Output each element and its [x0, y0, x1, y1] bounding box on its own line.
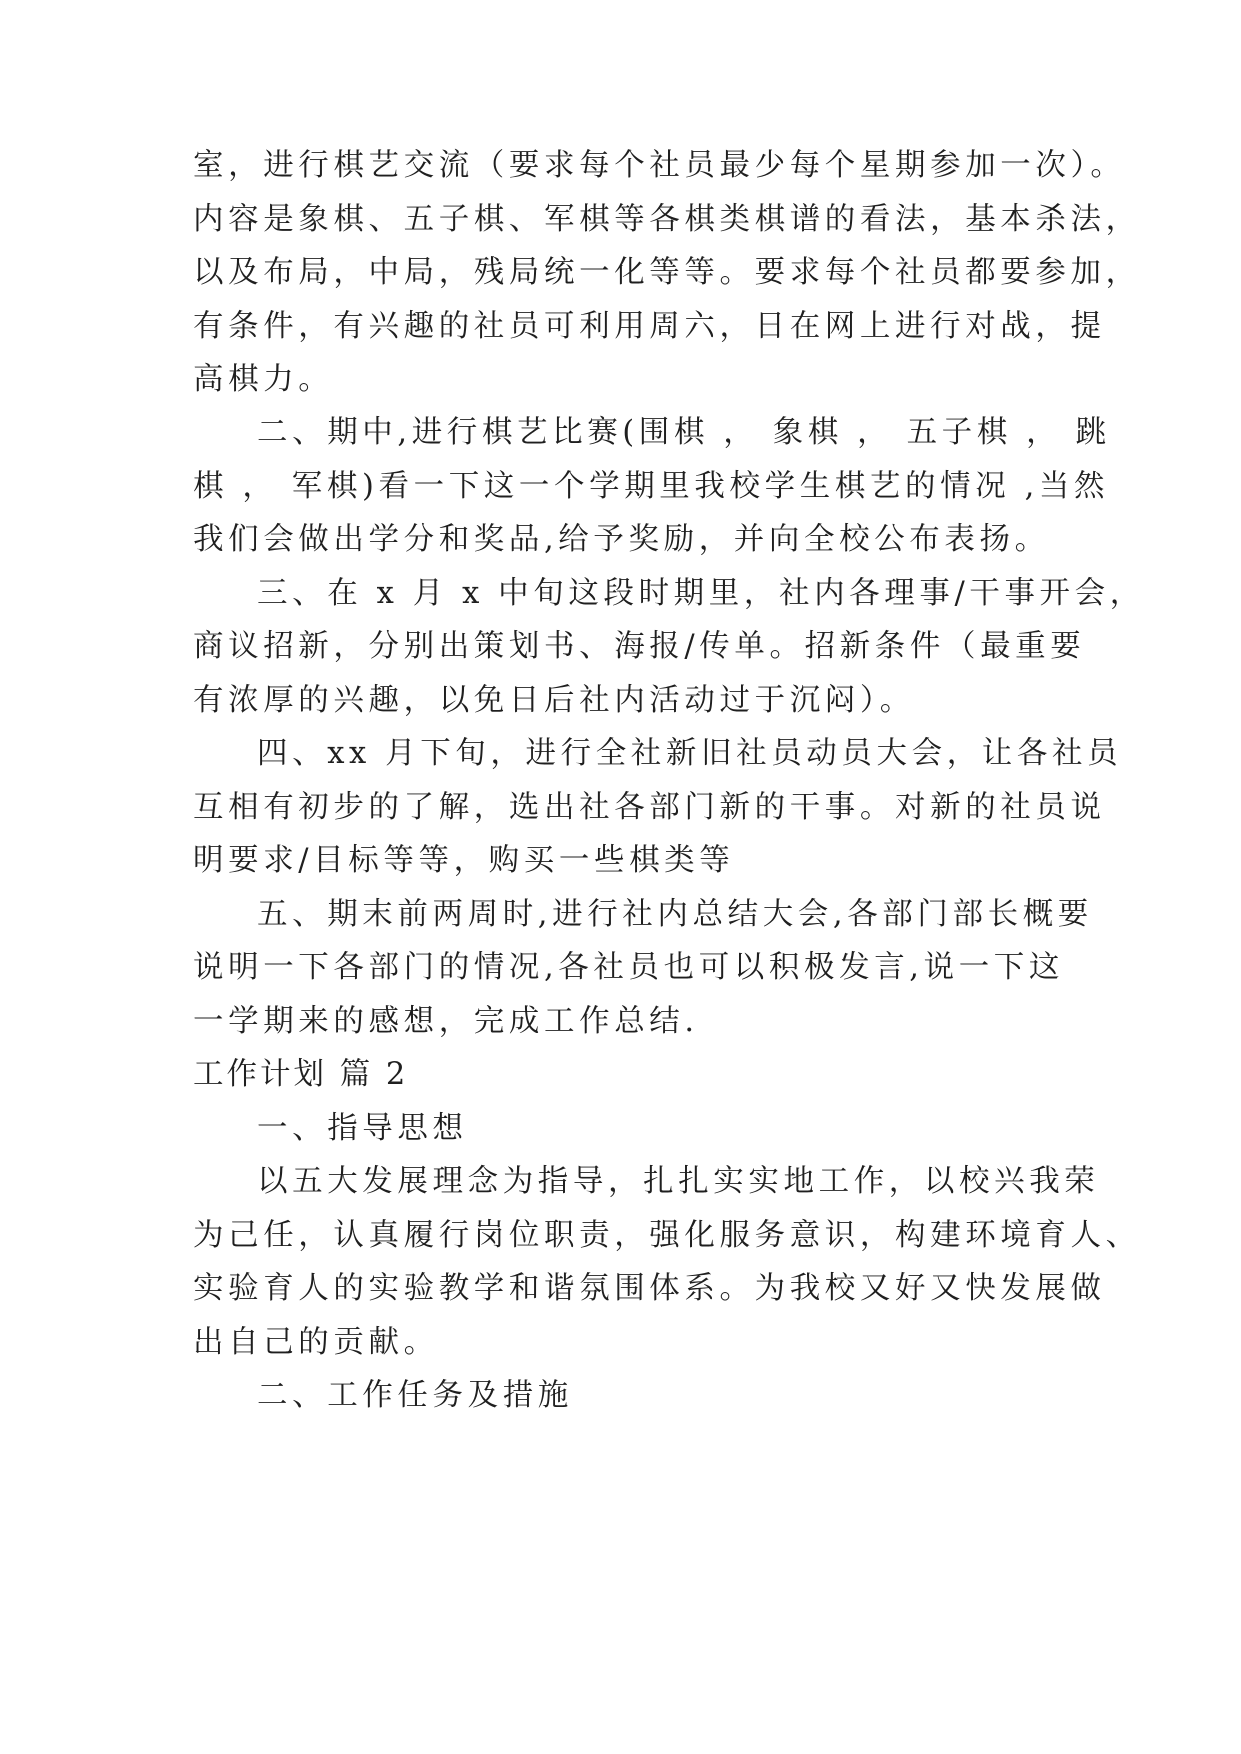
text-line: 出自己的贡献。	[193, 1325, 439, 1360]
text-line: 有条件，有兴趣的社员可利用周六，日在网上进行对战，提	[193, 309, 1106, 344]
text-line: 互相有初步的了解，选出社各部门新的干事。对新的社员说	[193, 790, 1106, 825]
text-line: 以及布局，中局，残局统一化等等。要求每个社员都要参加，	[193, 255, 1141, 290]
subsection-heading: 一、指导思想	[257, 1111, 468, 1146]
text-line: 一学期来的感想，完成工作总结.	[193, 1004, 699, 1039]
text-line: 说明一下各部门的情况,各社员也可以积极发言,说一下这	[193, 950, 1064, 985]
text-line: 明要求/目标等等，购买一些棋类等	[193, 843, 735, 878]
text-line: 高棋力。	[193, 362, 334, 397]
text-line: 室，进行棋艺交流（要求每个社员最少每个星期参加一次）。	[193, 148, 1126, 183]
text-line: 棋 ， 军棋)看一下这一个学期里我校学生棋艺的情况 ,当然	[193, 469, 1110, 504]
text-line: 有浓厚的兴趣，以免日后社内活动过于沉闷）。	[193, 683, 915, 718]
paragraph-item-5: 五、期末前两周时,进行社内总结大会,各部门部长概要	[257, 897, 1093, 932]
text-line: 商议招新，分别出策划书、海报/传单。招新条件（最重要	[193, 629, 1086, 664]
text-line: 我们会做出学分和奖品,给予奖励，并向全校公布表扬。	[193, 522, 1050, 557]
paragraph-item-2: 二、期中,进行棋艺比赛(围棋 ， 象棋 ， 五子棋 ， 跳	[257, 415, 1111, 450]
text-line: 为己任，认真履行岗位职责，强化服务意识，构建环境育人、	[193, 1218, 1141, 1253]
subsection-heading: 二、工作任务及措施	[257, 1378, 573, 1413]
paragraph-start: 以五大发展理念为指导，扎扎实实地工作，以校兴我荣	[257, 1164, 1100, 1199]
text-line: 内容是象棋、五子棋、军棋等各棋类棋谱的看法，基本杀法，	[193, 202, 1141, 237]
paragraph-item-3: 三、在 x 月 x 中旬这段时期里，社内各理事/干事开会，	[257, 576, 1145, 611]
text-line: 实验育人的实验教学和谐氛围体系。为我校又好又快发展做	[193, 1271, 1106, 1306]
section-title: 工作计划 篇 2	[193, 1057, 409, 1092]
paragraph-item-4: 四、xx 月下旬，进行全社新旧社员动员大会，让各社员	[257, 736, 1123, 771]
